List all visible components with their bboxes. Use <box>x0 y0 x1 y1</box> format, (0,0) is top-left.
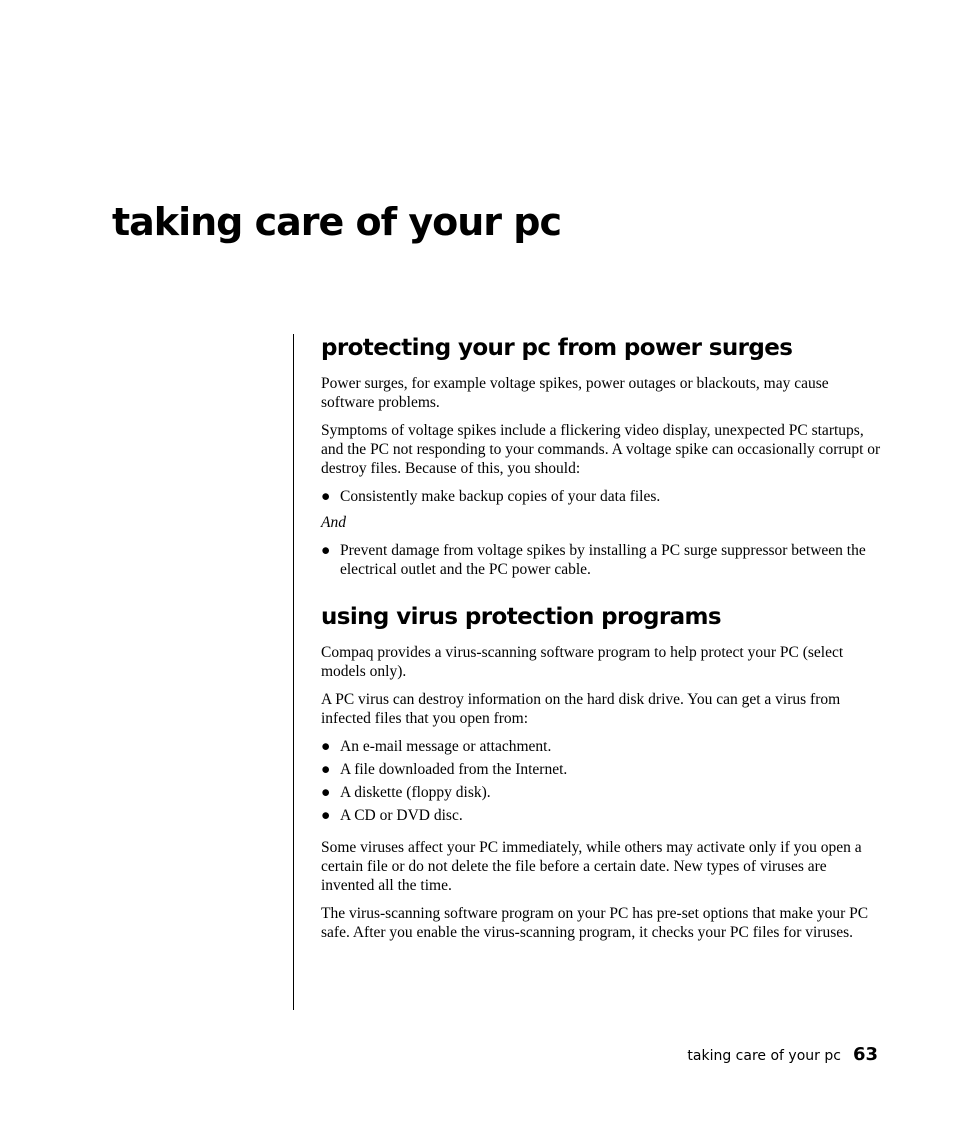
main-content <box>321 330 881 951</box>
list-item <box>321 760 881 779</box>
list-item-text: Prevent damage from voltage spikes by installing a PC surge suppressor between the electrical outlet and the PC power cable. <box>340 542 866 578</box>
bullet-icon: ● <box>321 807 331 824</box>
paragraph: Some viruses affect your PC immediately, while others may activate only if you open a certain file or do not delete the file before a certain date. New types of viruses are invented all the time. <box>321 839 862 894</box>
list-item-text: A diskette (floppy disk). <box>340 784 491 801</box>
section-heading-virus-protection: using virus protection programs <box>321 604 721 630</box>
list-item-text: Consistently make backup copies of your data files. <box>340 488 661 505</box>
bullet-list <box>321 737 881 825</box>
bullet-icon: ● <box>321 738 331 755</box>
bullet-icon: ● <box>321 488 331 505</box>
paragraph: Compaq provides a virus-scanning software program to help protect your PC (select models only). <box>321 644 844 680</box>
paragraph: The virus-scanning software program on your PC has pre-set options that make your PC safe. After you enable the virus-scanning program, it checks your PC files for viruses. <box>321 905 869 941</box>
list-item-text: An e-mail message or attachment. <box>340 738 552 755</box>
page-number: 63 <box>852 1044 878 1065</box>
paragraph: Symptoms of voltage spikes include a flickering video display, unexpected PC startups, and the PC not responding to your commands. A voltage spike can occasionally corrupt or destroy files. Because of this, you should: <box>321 422 881 477</box>
connector-text: And <box>321 514 346 531</box>
bullet-icon: ● <box>321 784 331 801</box>
paragraph: A PC virus can destroy information on the hard disk drive. You can get a virus from infected files that you open from: <box>321 691 841 727</box>
page-title: taking care of your pc <box>112 200 561 244</box>
list-item-text: A CD or DVD disc. <box>340 807 463 824</box>
bullet-list <box>321 487 881 506</box>
bullet-icon: ● <box>321 761 331 778</box>
list-item <box>321 541 881 579</box>
list-item <box>321 737 881 756</box>
bullet-icon: ● <box>321 542 331 559</box>
footer-section-label: taking care of your pc <box>687 1048 841 1064</box>
margin-rule <box>293 334 294 1010</box>
paragraph: Power surges, for example voltage spikes, power outages or blackouts, may cause software problems. <box>321 375 829 411</box>
list-item <box>321 487 881 506</box>
bullet-list <box>321 541 881 579</box>
section-heading-power-surges: protecting your pc from power surges <box>321 335 793 361</box>
list-item <box>321 783 881 802</box>
list-item-text: A file downloaded from the Internet. <box>340 761 568 778</box>
page-footer <box>687 1042 878 1069</box>
list-item <box>321 806 881 825</box>
